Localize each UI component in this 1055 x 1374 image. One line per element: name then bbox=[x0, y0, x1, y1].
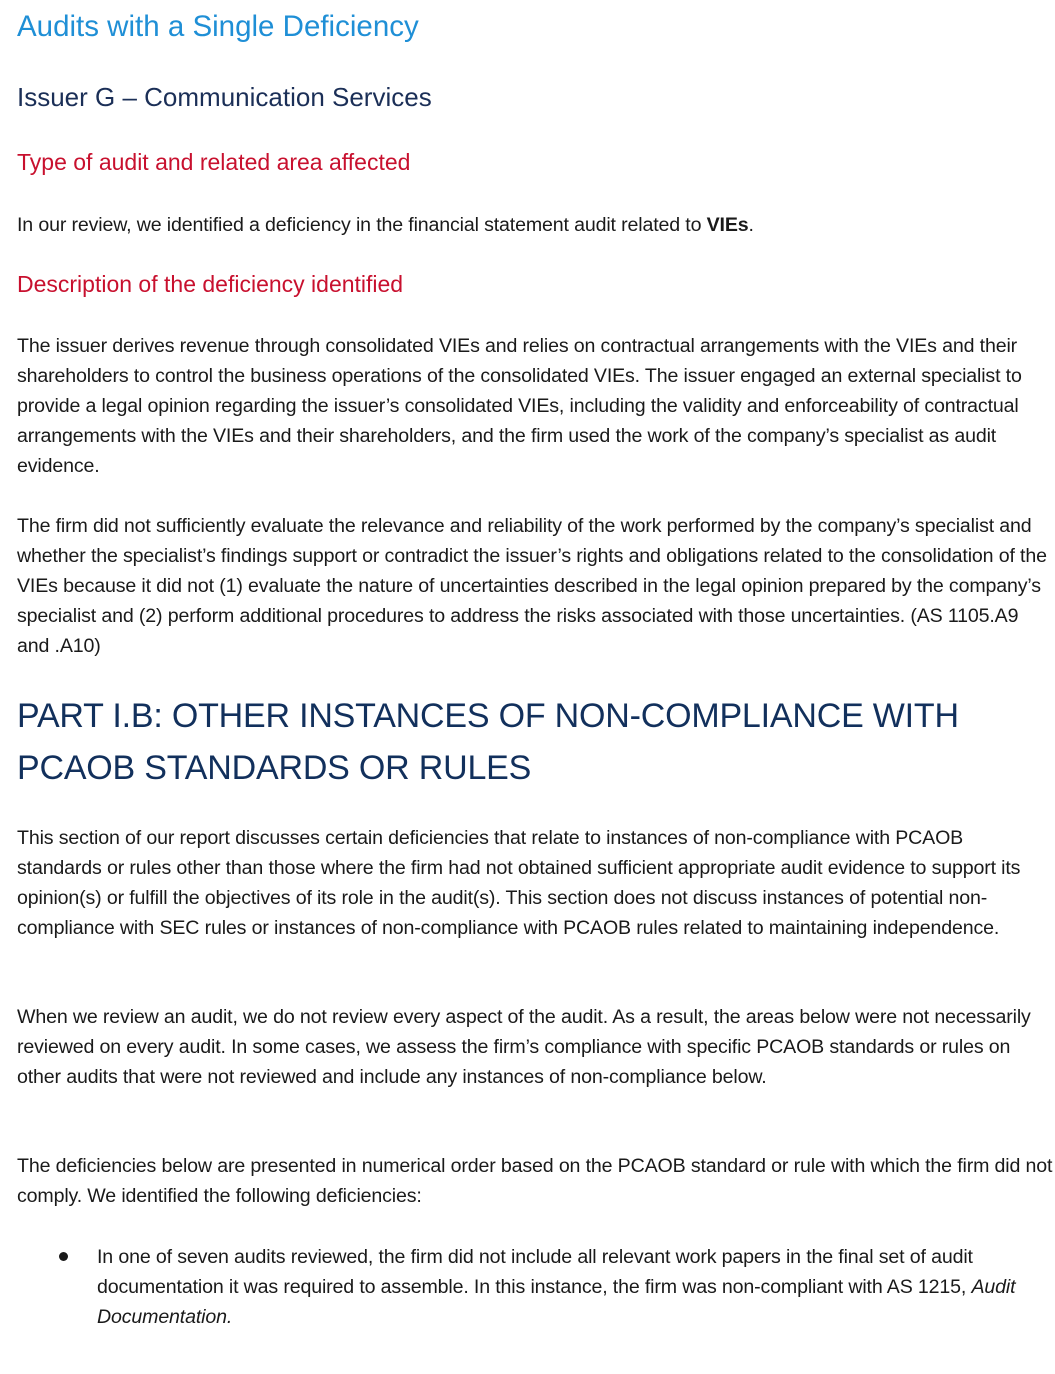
type-text-bold: VIEs bbox=[706, 214, 749, 236]
part-heading: PART I.B: OTHER INSTANCES OF NON-COMPLIANCE WITH PCAOB STANDARDS OR RULES bbox=[17, 697, 959, 787]
type-of-audit-paragraph bbox=[17, 210, 1053, 240]
bullet-text-italic: Audit Documentation. bbox=[97, 1276, 1016, 1328]
part-paragraph-2: When we review an audit, we do not review every aspect of the audit. As a result, the areas below were not necessarily reviewed on every audit. In some cases, we assess the firm’s compliance with specific PCAOB standards or rules on other audits that were not reviewed and include any instances of non-compliance below. bbox=[17, 1006, 1031, 1088]
issuer-heading: Issuer G – Communication Services bbox=[17, 82, 432, 112]
section-heading: Audits with a Single Deficiency bbox=[17, 10, 419, 43]
part-paragraph-1: This section of our report discusses certain deficiencies that relate to instances of non-compliance with PCAOB standards or rules other than those where the firm had not obtained sufficient appropriate audit evidence to support its opinion(s) or fulfill the objectives of its role in the audit(s). This section does not discuss instances of potential non-compliance with SEC rules or instances of non-compliance with PCAOB rules related to maintaining independence. bbox=[17, 827, 1021, 939]
description-paragraph-1: The issuer derives revenue through consolidated VIEs and relies on contractual arrangements with the VIEs and their shareholders to control the business operations of the consolidated VIEs. The issuer engaged an external specialist to provide a legal opinion regarding the issuer’s consolidated VIEs, including the validity and enforceability of contractual arrangements with the VIEs and their shareholders, and the firm used the work of the company’s specialist as audit evidence. bbox=[17, 335, 1022, 477]
bullet-text-main: In one of seven audits reviewed, the firm did not include all relevant work papers in the final set of audit documentation it was required to assemble. In this instance, the firm was non-compliant with AS 1215, bbox=[97, 1246, 973, 1298]
type-text-after: . bbox=[748, 214, 754, 236]
bullet-icon bbox=[59, 1252, 68, 1261]
type-text-before: In our review, we identified a deficiency in the financial statement audit related to bbox=[17, 214, 707, 236]
type-of-audit-heading: Type of audit and related area affected bbox=[17, 149, 411, 175]
bullet-text bbox=[97, 1242, 1055, 1332]
description-heading: Description of the deficiency identified bbox=[17, 271, 404, 297]
description-paragraph-2: The firm did not sufficiently evaluate the relevance and reliability of the work performed by the company’s specialist and whether the specialist’s findings support or contradict the issuer’s rights and obligations related to the consolidation of the VIEs because it did not (1) evaluate the nature of uncertainties described in the legal opinion prepared by the company’s specialist and (2) perform additional procedures to address the risks associated with those uncertainties. (AS 1105.A9 and .A10) bbox=[17, 515, 1047, 657]
part-paragraph-3: The deficiencies below are presented in numerical order based on the PCAOB standard or rule with which the firm did not comply. We identified the following deficiencies: bbox=[17, 1155, 1053, 1207]
